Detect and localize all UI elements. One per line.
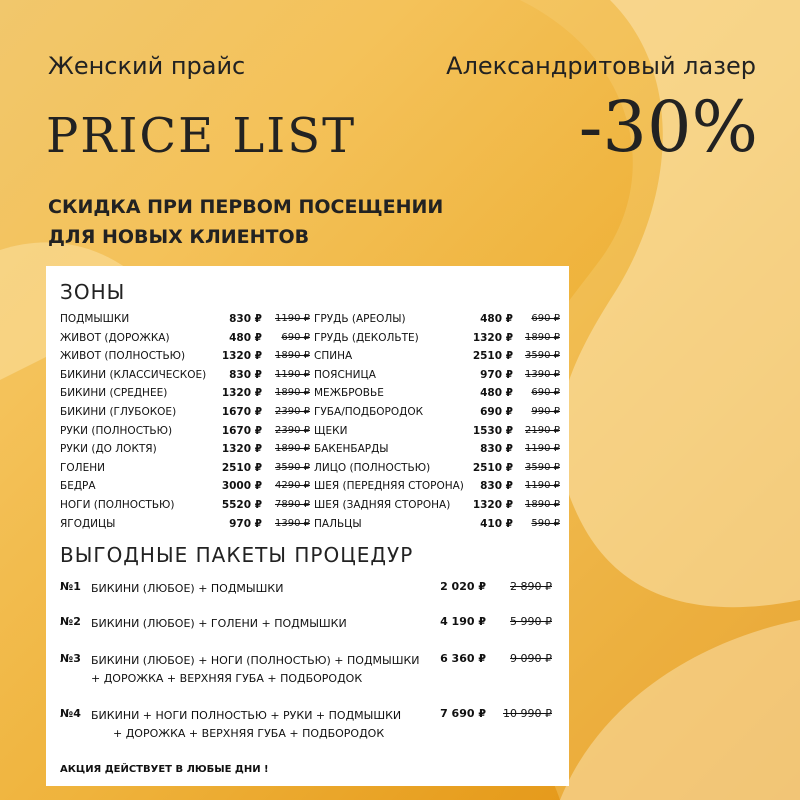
- zone-name: ПАЛЬЦЫ: [314, 517, 362, 530]
- subtitle-line-1: СКИДКА ПРИ ПЕРВОМ ПОСЕЩЕНИИ: [48, 196, 444, 218]
- zone-name: НОГИ (ПОЛНОСТЬЮ): [60, 499, 175, 511]
- zone-name: ШЕЯ (ПЕРЕДНЯЯ СТОРОНА): [314, 480, 464, 493]
- zone-row: [60, 310, 320, 328]
- zone-row: [60, 329, 320, 347]
- zone-name: МЕЖБРОВЬЕ: [314, 387, 384, 400]
- zone-old-price: 590 ₽: [531, 517, 560, 529]
- zone-price: 2510 ₽: [472, 350, 513, 363]
- zone-old-price: 3590 ₽: [525, 350, 560, 362]
- discount-label: -30%: [578, 86, 758, 168]
- package-description: [91, 652, 420, 688]
- zone-name: БИКИНИ (СРЕДНЕЕ): [60, 387, 168, 400]
- zone-old-price: 2390 ₽: [275, 424, 310, 436]
- zone-old-price: 990 ₽: [531, 406, 560, 417]
- package-line-2: + ДОРОЖКА + ВЕРХНЯЯ ГУБА + ПОДБОРОДОК: [113, 727, 385, 740]
- zone-price: 2510 ₽: [472, 461, 513, 474]
- zone-name: ЖИВОТ (ДОРОЖКА): [60, 331, 170, 344]
- zone-old-price: 1890 ₽: [275, 387, 310, 399]
- package-price: 6 360 ₽: [440, 652, 486, 665]
- zone-price: 1320 ₽: [472, 499, 513, 511]
- package-line-1: БИКИНИ (ЛЮБОЕ) + ПОДМЫШКИ: [91, 582, 284, 595]
- zone-old-price: 7890 ₽: [275, 499, 310, 510]
- zone-name: ГРУДЬ (ДЕКОЛЬТЕ): [314, 331, 419, 344]
- zone-price: 1320 ₽: [472, 331, 513, 344]
- zone-old-price: 4290 ₽: [275, 480, 310, 492]
- zones-title: ЗОНЫ: [60, 280, 126, 304]
- zone-price: 830 ₽: [480, 480, 513, 493]
- zone-name: БИКИНИ (ГЛУБОКОЕ): [60, 406, 177, 418]
- zone-old-price: 1890 ₽: [525, 499, 560, 510]
- zone-old-price: 1890 ₽: [525, 331, 560, 343]
- zone-row: [60, 440, 320, 458]
- header-women-price: Женский прайс: [48, 52, 246, 80]
- header-laser-type: Александритовый лазер: [446, 52, 756, 80]
- packages-title: ВЫГОДНЫЕ ПАКЕТЫ ПРОЦЕДУР: [60, 543, 414, 567]
- zone-name: ЖИВОТ (ПОЛНОСТЬЮ): [60, 350, 186, 363]
- zone-name: БЕДРА: [60, 480, 96, 493]
- zone-old-price: 1890 ₽: [275, 350, 310, 362]
- zone-name: ЯГОДИЦЫ: [60, 517, 116, 530]
- zone-old-price: 1390 ₽: [525, 368, 560, 380]
- zone-price: 970 ₽: [229, 517, 262, 530]
- zone-price: 830 ₽: [229, 313, 262, 325]
- package-old-price: 5 990 ₽: [510, 615, 552, 628]
- zone-row: [314, 384, 574, 402]
- page-title: PRICE LIST: [46, 108, 357, 164]
- zone-row: [314, 347, 574, 365]
- zone-price: 2510 ₽: [221, 461, 262, 474]
- zone-old-price: 1190 ₽: [525, 480, 560, 492]
- zone-row: [314, 440, 574, 458]
- zone-price: 3000 ₽: [221, 480, 262, 493]
- zone-row: [60, 422, 320, 440]
- zone-price: 830 ₽: [480, 443, 513, 456]
- zone-name: ГОЛЕНИ: [60, 461, 105, 474]
- zone-price: 1320 ₽: [221, 443, 262, 456]
- zone-name: ГРУДЬ (АРЕОЛЫ): [314, 313, 406, 325]
- zone-price: 970 ₽: [480, 368, 513, 381]
- zone-row: [314, 459, 574, 477]
- zone-row: [60, 515, 320, 533]
- zone-name: БАКЕНБАРДЫ: [314, 443, 389, 456]
- zone-row: [60, 459, 320, 477]
- package-description: [91, 580, 283, 598]
- package-number: №1: [60, 580, 81, 593]
- package-description: [91, 615, 347, 633]
- zone-price: 5520 ₽: [221, 499, 262, 511]
- zone-row: [314, 477, 574, 495]
- zone-name: РУКИ (ПОЛНОСТЬЮ): [60, 424, 173, 437]
- package-old-price: 10 990 ₽: [503, 707, 552, 720]
- zone-old-price: 690 ₽: [281, 331, 310, 343]
- zone-name: ЩЕКИ: [314, 424, 348, 437]
- zone-old-price: 690 ₽: [531, 387, 560, 399]
- package-description: [91, 707, 401, 743]
- zone-row: [314, 310, 574, 328]
- subtitle: [48, 192, 443, 252]
- package-price: 2 020 ₽: [440, 580, 486, 593]
- zone-price: 1530 ₽: [472, 424, 513, 437]
- zone-price: 830 ₽: [229, 368, 262, 381]
- zone-name: РУКИ (ДО ЛОКТЯ): [60, 443, 157, 456]
- zone-row: [60, 496, 320, 514]
- footnote: АКЦИЯ ДЕЙСТВУЕТ В ЛЮБЫЕ ДНИ !: [60, 764, 269, 775]
- zone-old-price: 2390 ₽: [275, 406, 310, 417]
- package-number: №4: [60, 707, 81, 720]
- zone-row: [314, 422, 574, 440]
- subtitle-line-2: ДЛЯ НОВЫХ КЛИЕНТОВ: [48, 226, 310, 248]
- package-line-1: БИКИНИ (ЛЮБОЕ) + ГОЛЕНИ + ПОДМЫШКИ: [91, 617, 347, 630]
- zone-old-price: 3590 ₽: [275, 461, 310, 473]
- zone-price: 1670 ₽: [221, 424, 262, 437]
- zone-old-price: 1190 ₽: [275, 313, 310, 324]
- zone-old-price: 1890 ₽: [275, 443, 310, 455]
- zone-price: 1670 ₽: [221, 406, 262, 418]
- package-number: №2: [60, 615, 81, 628]
- zone-price: 480 ₽: [480, 313, 513, 325]
- zone-row: [60, 366, 320, 384]
- zone-old-price: 1390 ₽: [275, 517, 310, 529]
- zone-price: 480 ₽: [480, 387, 513, 400]
- zone-name: ШЕЯ (ЗАДНЯЯ СТОРОНА): [314, 499, 451, 511]
- price-card: [46, 266, 569, 786]
- zone-old-price: 1190 ₽: [275, 368, 310, 380]
- zone-price: 410 ₽: [480, 517, 513, 530]
- package-line-1: БИКИНИ + НОГИ ПОЛНОСТЬЮ + РУКИ + ПОДМЫШКИ: [91, 709, 402, 722]
- zone-row: [314, 329, 574, 347]
- package-old-price: 9 090 ₽: [510, 652, 552, 665]
- package-line-1: БИКИНИ (ЛЮБОЕ) + НОГИ (ПОЛНОСТЬЮ) + ПОДМЫШКИ: [91, 654, 420, 667]
- zone-row: [314, 496, 574, 514]
- zone-name: СПИНА: [314, 350, 353, 363]
- zone-row: [314, 515, 574, 533]
- zone-price: 1320 ₽: [221, 387, 262, 400]
- zone-price: 480 ₽: [229, 331, 262, 344]
- zone-row: [60, 384, 320, 402]
- zone-row: [60, 477, 320, 495]
- package-price: 7 690 ₽: [440, 707, 486, 720]
- zone-name: ГУБА/ПОДБОРОДОК: [314, 406, 424, 418]
- zone-name: ЛИЦО (ПОЛНОСТЬЮ): [314, 461, 431, 474]
- zone-price: 1320 ₽: [221, 350, 262, 363]
- zone-row: [60, 403, 320, 421]
- zone-price: 690 ₽: [480, 406, 513, 418]
- zone-name: БИКИНИ (КЛАССИЧЕСКОЕ): [60, 368, 207, 381]
- zone-name: ПОЯСНИЦА: [314, 368, 376, 381]
- zone-old-price: 1190 ₽: [525, 443, 560, 455]
- package-old-price: 2 890 ₽: [510, 580, 552, 593]
- zone-old-price: 690 ₽: [531, 313, 560, 324]
- package-line-2: + ДОРОЖКА + ВЕРХНЯЯ ГУБА + ПОДБОРОДОК: [91, 672, 363, 685]
- package-price: 4 190 ₽: [440, 615, 486, 628]
- zone-row: [314, 403, 574, 421]
- zone-row: [60, 347, 320, 365]
- package-number: №3: [60, 652, 81, 665]
- zone-old-price: 3590 ₽: [525, 461, 560, 473]
- zone-row: [314, 366, 574, 384]
- zone-name: ПОДМЫШКИ: [60, 313, 130, 325]
- zone-old-price: 2190 ₽: [525, 424, 560, 436]
